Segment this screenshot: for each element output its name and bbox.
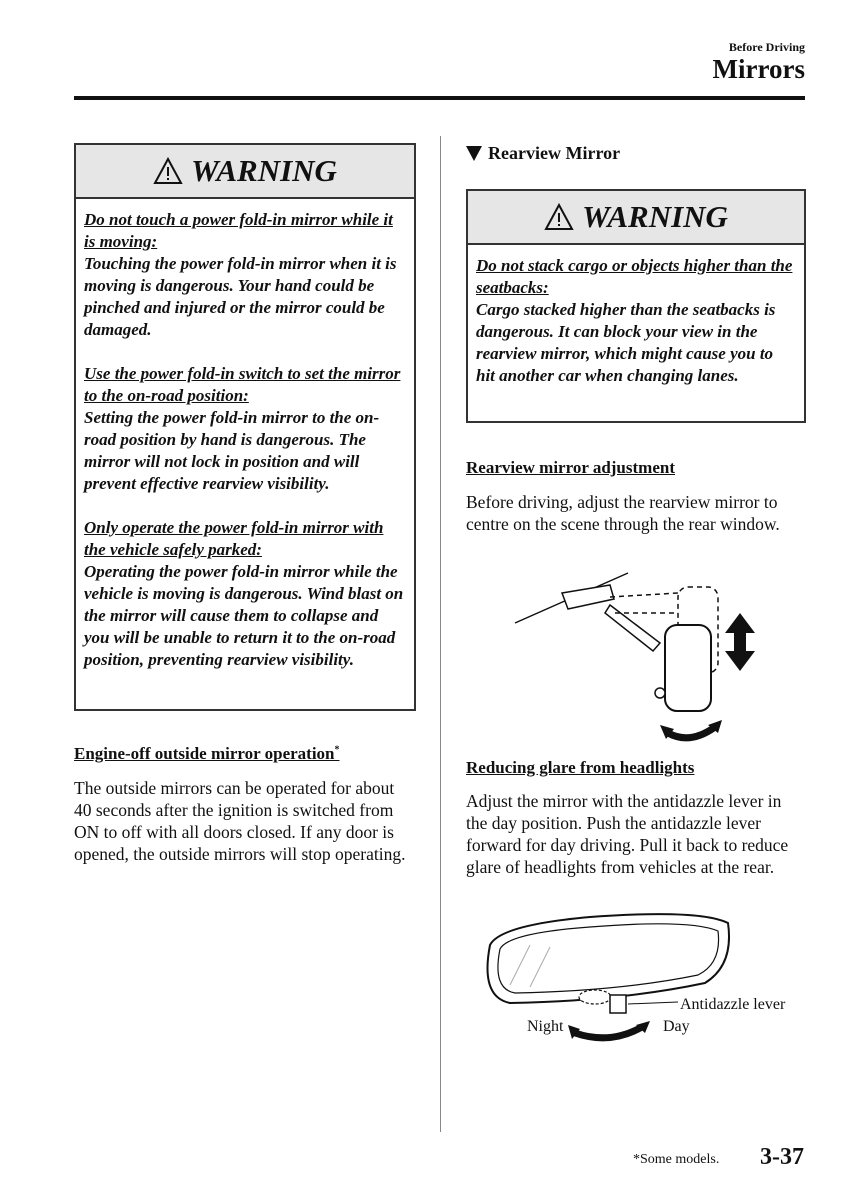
mirror-adjustment-figure bbox=[510, 565, 770, 750]
warning-triangle-icon bbox=[544, 203, 574, 231]
rotate-arrow-icon bbox=[668, 727, 715, 738]
rearview-warning-box bbox=[466, 189, 806, 423]
lever-label: Antidazzle lever bbox=[680, 996, 786, 1013]
footnote: *Some models. bbox=[633, 1152, 720, 1167]
warning-item bbox=[84, 209, 406, 341]
warning-item bbox=[476, 255, 796, 387]
page-number: 3-37 bbox=[760, 1144, 804, 1170]
left-warning-box bbox=[74, 143, 416, 711]
asterisk: * bbox=[334, 744, 340, 756]
rotate-arrow-icon bbox=[575, 1027, 642, 1038]
warning-body bbox=[76, 199, 414, 677]
warning-item-text: Setting the power fold-in mirror to the on-road position by hand is dangerous. The mirror will not lock in position and will prevent effective rearview visibility. bbox=[84, 408, 380, 493]
column-divider bbox=[440, 136, 441, 1132]
top-rule bbox=[74, 96, 805, 100]
triangle-bullet-icon bbox=[466, 146, 482, 161]
warning-item-title: Use the power fold-in switch to set the mirror to the on-road position: bbox=[84, 364, 401, 405]
warning-body bbox=[468, 245, 804, 393]
engine-off-text: The outside mirrors can be operated for about 40 seconds after the ignition is switched from ON to off with all doors closed. If any door is opened, the outside mirrors will stop operating. bbox=[74, 778, 406, 864]
up-down-arrow-icon bbox=[725, 613, 755, 671]
warning-item-text: Cargo stacked higher than the seatbacks is dangerous. It can block your view in the rearview mirror, which might cause you to hit another car when changing lanes. bbox=[476, 300, 776, 385]
mirror-body bbox=[665, 625, 711, 711]
glare-text: Adjust the mirror with the antidazzle lever in the day position. Push the antidazzle lever forward for day driving. Pull it back to reduce glare of headlights from vehicles at the rear. bbox=[466, 791, 789, 877]
adjust-text: Before driving, adjust the rearview mirror to centre on the scene through the rear window. bbox=[466, 492, 780, 534]
warning-item-title: Only operate the power fold-in mirror with the vehicle safely parked: bbox=[84, 518, 384, 559]
section-label: Before Driving bbox=[728, 40, 805, 54]
engine-off-heading: Engine-off outside mirror operation* bbox=[74, 744, 340, 763]
antidazzle-lever bbox=[610, 995, 626, 1013]
mirror-mount bbox=[562, 585, 614, 609]
day-label: Day bbox=[663, 1018, 690, 1035]
page-title: Mirrors bbox=[712, 54, 805, 84]
warning-item bbox=[84, 363, 406, 495]
glare-heading: Reducing glare from headlights bbox=[466, 758, 695, 777]
warning-item-text: Operating the power fold-in mirror while the vehicle is moving is dangerous. Wind blast on the mirror will cause them to collapse and you will be unable to return it to the on-road position, preventing rearview visibility. bbox=[84, 562, 404, 669]
mirror-ghost-stem bbox=[610, 593, 678, 613]
warning-triangle-icon bbox=[153, 157, 183, 185]
antidazzle-figure bbox=[470, 905, 740, 1045]
warning-label: WARNING bbox=[582, 199, 728, 234]
night-label: Night bbox=[527, 1018, 564, 1035]
warning-header bbox=[76, 145, 414, 199]
warning-header bbox=[468, 191, 804, 245]
mirror-stem bbox=[605, 605, 660, 651]
warning-item-text: Touching the power fold-in mirror when it is moving is dangerous. Your hand could be pinched and injured or the mirror could be damaged. bbox=[84, 254, 397, 339]
warning-label: WARNING bbox=[191, 153, 337, 188]
warning-item-title: Do not stack cargo or objects higher than the seatbacks: bbox=[476, 256, 793, 297]
mirror-knob bbox=[655, 688, 665, 698]
rearview-heading: Rearview Mirror bbox=[466, 143, 620, 164]
warning-item-title: Do not touch a power fold-in mirror while it is moving: bbox=[84, 210, 393, 251]
adjust-heading: Rearview mirror adjustment bbox=[466, 458, 675, 477]
warning-item bbox=[84, 517, 406, 671]
